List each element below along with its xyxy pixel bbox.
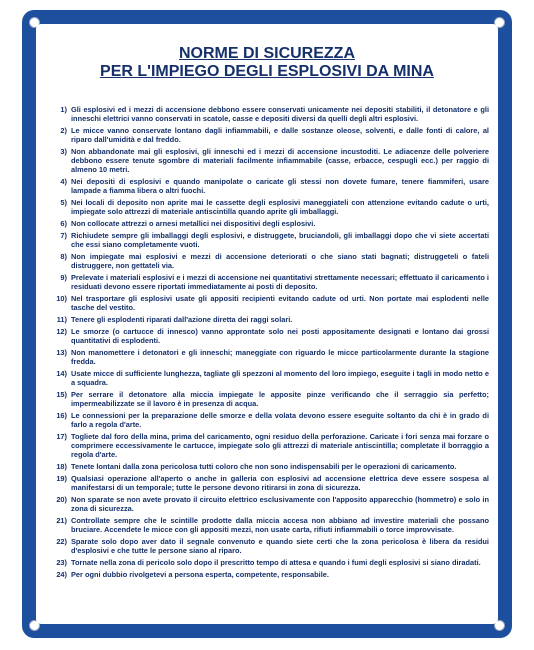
rule-number: 9) [60, 273, 67, 282]
rule-number: 7) [60, 231, 67, 240]
rule-item [45, 462, 489, 471]
rule-item [45, 411, 489, 429]
rule-number: 4) [60, 177, 67, 186]
safety-sign [22, 10, 512, 638]
rule-number: 10) [56, 294, 67, 303]
rule-text: Prelevate i materiali esplosivi e i mezzi di accensione nei quantitativi strettamente necessari; effettuato il caricamento i residuati devono essere riportati immediatamente ai posti di deposito. [71, 273, 489, 291]
rule-text: Nei depositi di esplosivi e quando manipolate o caricate gli stessi non dovete fumare, tenere fiammiferi, usare lampade a fiamma libera o altri fuochi. [71, 177, 489, 195]
rule-number: 1) [60, 105, 67, 114]
rule-number: 22) [56, 537, 67, 546]
rule-text: Le connessioni per la preparazione delle smorze e della volata devono essere eseguite soltanto da chi è in grado di farlo a regola d'arte. [71, 411, 489, 429]
rule-number: 17) [56, 432, 67, 441]
rule-text: Non impiegate mai esplosivi e mezzi di accensione deteriorati o che siano stati bagnati; distruggeteli o fateli distruggere, non gettateli via. [71, 252, 489, 270]
rule-number: 5) [60, 198, 67, 207]
sign-panel [36, 24, 498, 624]
rule-text: Non manomettere i detonatori e gli inneschi; maneggiate con riguardo le micce particolarmente durante la stagione fredda. [71, 348, 489, 366]
rule-item [45, 390, 489, 408]
rule-number: 21) [56, 516, 67, 525]
rule-item [45, 126, 489, 144]
rule-item [45, 327, 489, 345]
rule-text: Non abbandonate mai gli esplosivi, gli inneschi ed i mezzi di accensione incustoditi. Le adiacenze delle polveriere debbono essere tenute sgombre di materiali facilmente infiammabile (casse, erbacce, cespugli ecc.) per raggio di almeno 10 metri. [71, 147, 489, 174]
rule-text: Per serrare il detonatore alla miccia impiegate le apposite pinze verificando che il serraggio sia perfetto; impermeabilizzate se il lavoro è in presenza di acqua. [71, 390, 489, 408]
rule-item [45, 198, 489, 216]
rule-number: 16) [56, 411, 67, 420]
rule-item [45, 147, 489, 174]
rule-number: 18) [56, 462, 67, 471]
rule-item [45, 537, 489, 555]
rule-item [45, 369, 489, 387]
rule-text: Nel trasportare gli esplosivi usate gli appositi recipienti evitando cadute od urti. Non portate mai esplodenti nelle tasche del vestito. [71, 294, 489, 312]
rule-number: 23) [56, 558, 67, 567]
rule-item [45, 348, 489, 366]
rule-item [45, 273, 489, 291]
rule-number: 8) [60, 252, 67, 261]
rule-item [45, 558, 489, 567]
rule-text: Sparate solo dopo aver dato il segnale convenuto e quando siete certi che la zona pericolosa è libera da residui d'esplosivi e che tutte le persone siano al riparo. [71, 537, 489, 555]
rules-list [45, 105, 489, 582]
rule-item [45, 315, 489, 324]
rule-number: 3) [60, 147, 67, 156]
rule-number: 2) [60, 126, 67, 135]
rule-number: 14) [56, 369, 67, 378]
rule-text: Usate micce di sufficiente lunghezza, tagliate gli spezzoni al momento del loro impiego, eseguite i tagli in modo netto e a squadra. [71, 369, 489, 387]
rule-item [45, 432, 489, 459]
rule-text: Qualsiasi operazione all'aperto o anche in galleria con esplosivi ad accensione elettrica deve essere sospesa al manifestarsi di un temporale; tutte le persone devono ritirarsi in zona di sicurezza. [71, 474, 489, 492]
rule-number: 13) [56, 348, 67, 357]
rule-text: Togliete dal foro della mina, prima del caricamento, ogni residuo della perforazione. Caricate i fori senza mai forzare o comprimere eccessivamente le cartucce, impiegate solo gli attrezzi di materiale antiscintilla; completate il borraggio a regola d'arte. [71, 432, 489, 459]
rule-number: 11) [56, 315, 67, 324]
rule-number: 15) [56, 390, 67, 399]
rule-text: Nei locali di deposito non aprite mai le cassette degli esplosivi maneggiateli con attenzione evitando cadute o urti, impiegate solo attrezzi di materiale antiscintilla quando aprite gli imballaggi. [71, 198, 489, 216]
rule-number: 12) [56, 327, 67, 336]
rule-item [45, 252, 489, 270]
title-line-2: PER L'IMPIEGO DEGLI ESPLOSIVI DA MINA [100, 63, 434, 80]
rule-item [45, 294, 489, 312]
rule-text: Le smorze (o cartucce di innesco) vanno approntate solo nei posti appositamente designati e lontano dai grossi quantitativi di esplodenti. [71, 327, 489, 345]
rule-number: 24) [56, 570, 67, 579]
rule-text: Tenere gli esplodenti riparati dall'azione diretta dei raggi solari. [71, 315, 293, 324]
rule-text: Richiudete sempre gli imballaggi degli esplosivi, e distruggete, bruciandoli, gli imballaggi dopo che vi siete accertati che essi siano completamente vuoti. [71, 231, 489, 249]
sign-title [36, 45, 498, 81]
rule-text: Non collocate attrezzi o arnesi metallici nei dispositivi degli esplosivi. [71, 219, 316, 228]
rule-item [45, 474, 489, 492]
rule-text: Gli esplosivi ed i mezzi di accensione debbono essere conservati unicamente nei depositi stabiliti, il detonatore e gli inneschi elettrici vanno conservati in scatole, casse e depositi diversi da quelli degli altri esplosivi. [71, 105, 489, 123]
rule-text: Per ogni dubbio rivolgetevi a persona esperta, competente, responsabile. [71, 570, 329, 579]
title-line-1: NORME DI SICUREZZA [179, 45, 355, 62]
rule-number: 6) [60, 219, 67, 228]
rule-item [45, 495, 489, 513]
rule-item [45, 219, 489, 228]
rule-text: Tornate nella zona di pericolo solo dopo il prescritto tempo di attesa e quando i fumi degli esplosivi si siano diradati. [71, 558, 481, 567]
rule-item [45, 516, 489, 534]
rule-text: Le micce vanno conservate lontano dagli infiammabili, e dalle sostanze oleose, solventi, e dalle fonti di calore, al riparo dall'umidità e dal freddo. [71, 126, 489, 144]
rule-number: 20) [56, 495, 67, 504]
rule-item [45, 570, 489, 579]
rule-text: Controllate sempre che le scintille prodotte dalla miccia accesa non abbiano ad investire materiali che possano bruciare. Accendete le micce con gli appositi mezzi, non usate carta, rifiuti infiammabili o torce improvvisate. [71, 516, 489, 534]
rule-item [45, 231, 489, 249]
rule-item [45, 105, 489, 123]
rule-text: Non sparate se non avete provato il circuito elettrico esclusivamente con l'apposito apparecchio (hommetro) e solo in zona di sicurezza. [71, 495, 489, 513]
rule-text: Tenete lontani dalla zona pericolosa tutti coloro che non sono indispensabili per le operazioni di caricamento. [71, 462, 457, 471]
rule-item [45, 177, 489, 195]
rule-number: 19) [56, 474, 67, 483]
